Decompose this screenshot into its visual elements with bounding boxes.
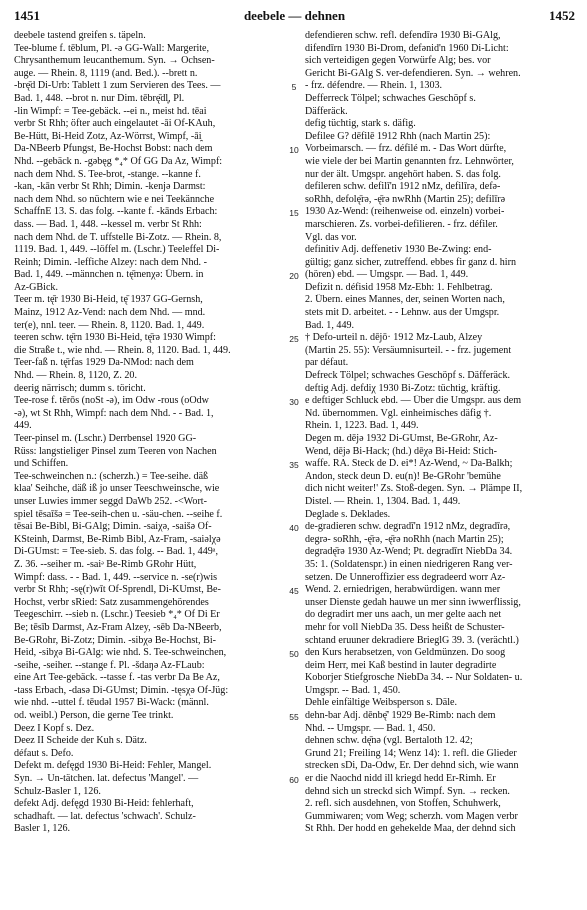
left-text-line: Teer-pinsel m. (Lschr.) Derrbensel 1920 GG-	[14, 433, 197, 444]
left-text-line: Teer-faß n. tę̄rfas 1929 Da-NMod: nach dem	[14, 357, 194, 369]
right-text-line: unser Dienste gedah hauwe un mer sinn iwwerflissig,	[305, 596, 521, 608]
left-text-line: verbr St Rhh; öfter auch eingelautet -āi Of-KAuh,	[14, 118, 216, 130]
right-text-line: difendīrn 1930 Bi-Drom, defənid'n 1960 Di-Licht:	[305, 42, 509, 54]
left-text-line: deebele tastend greifen s. täpeln.	[14, 30, 146, 41]
right-text-line: den Kurs herabsetzen, von Geldmünzen. Do soog	[305, 647, 506, 659]
left-text-line: Tee-blume f. tēblum, Pl. -ə GG-Wall: Margerite,	[14, 42, 210, 54]
left-text-line: verbr St Rhh; -sę(r)wīt Of-Sprendl, Di-KUmst, Be-	[14, 584, 221, 596]
right-text-line: deim Herr, mei Kaß bestind in lauter degradirte	[305, 659, 497, 671]
line-number: 30	[289, 397, 299, 408]
right-text-line: stets mit D. arbeitet. - - Lehnw. aus der Umgspr.	[305, 307, 500, 319]
right-text-line: dehn-bar Adj. dēnbę̄' 1929 Be-Rimb: nach dem	[305, 710, 496, 722]
right-text-line: † Defo-urteil n. dējō· 1912 Mz-Laub, Alzey	[305, 332, 483, 344]
right-text-line: degradę̄rə 1930 Az-Wend; Pt. degradīrt NiebDa 34.	[305, 546, 513, 558]
right-text-line: strecken sDi, Da-Odw, Er. Der dehnd sich, wie wann	[305, 760, 519, 772]
right-text-line: waffe. RA. Steck de D. ei*! Az-Wend, ~ Da-Balkh;	[305, 458, 513, 470]
line-number: 40	[289, 523, 299, 534]
right-page-number: 1452	[549, 8, 575, 23]
right-text-line: Defreck Tölpel; schwaches Geschöpf s. Däfferäck.	[305, 370, 511, 382]
line-number: 60	[289, 775, 299, 786]
right-text-line: defendieren schw. refl. defendīrə 1930 Bi-GAlg,	[305, 30, 501, 41]
right-text-line: er die Naochd nidd ill kriegd hedd Er-Rimh. Er	[305, 773, 496, 785]
left-text-line: die Straße t., wie nhd. — Rhein. 8, 1120. Bad. 1, 449.	[14, 344, 231, 356]
left-text-line: Teer m. tę̄r 1930 Bi-Heid, tę̄ 1937 GG-Gernsh,	[14, 294, 203, 306]
right-text-line: 2. Übern. eines Mannes, der, seinen Worten nach,	[305, 294, 505, 306]
left-text-line: wie nhd. --uttel f. tēudəl 1957 Bi-Wack: (männl.	[14, 697, 209, 709]
left-text-line: Rüss: langstieliger Pinsel zum Teeren von Nachen	[14, 445, 217, 457]
left-text-line: 449.	[14, 420, 32, 432]
right-text-line: nur der ält. Umgspr. angehört haben. S. das folg.	[305, 168, 501, 180]
left-text-line: und Schiffen.	[14, 458, 69, 470]
left-text-line: teeren schw. tę̄rn 1930 Bi-Heid, tę̄rə 1930 Wimpf:	[14, 332, 216, 344]
right-text-line: dich nicht weiter!' Zs. Stoß-degen. Syn. → Plämpe II,	[305, 483, 523, 495]
right-text-line: Bad. 1, 449.	[305, 319, 355, 331]
left-text-line: Schulz-Basler 1, 126.	[14, 785, 101, 797]
left-text-line: défaut s. Defo.	[14, 747, 74, 759]
left-text-line: Da-NBeerb Pfungst, Be-Hochst Bobst: nach dem	[14, 143, 213, 155]
left-text-line: Heid, -sibχə Bi-GAlg: wie nhd. S. Tee-schweinchen,	[14, 647, 227, 659]
right-text-line: soRhh, defolę̄rə, -ę̄rə nwRhh (Martin 25); defilīrə	[305, 193, 506, 205]
right-text-line: Defilee G? dēfilē 1912 Rhh (nach Martin 25):	[305, 130, 491, 142]
right-text-line: Nd. übernommen. Vgl. einheimisches däfig †.	[305, 407, 492, 419]
page-header	[14, 8, 575, 28]
left-text-line: Tee-rose f. tērōs (noSt -ə), im Odw -rous (oOdw	[14, 395, 209, 407]
right-text-line: Koborjer Stiefgrosche NiebDa 34. -- Nur Soldaten- u.	[305, 672, 523, 684]
left-text-line: spiel tēsaīšə = Tee-seih-chen u. -säu-chen. --seihe f.	[14, 508, 223, 520]
line-number: 45	[289, 586, 299, 597]
line-number: 10	[289, 145, 299, 156]
left-text-line: -lin Wimpf: = Tee-gebäck. --ei n., meist hd. tēai	[14, 105, 207, 117]
left-text-line: KSteinh, Darmst, Be-Rimb Bibl, Az-Fram, -saiəlχə	[14, 533, 221, 545]
right-text-line: sich verteidigen gegen Vorwürfe Alg; bes. vor	[305, 55, 491, 67]
left-text-line: -brę̄d Di-Urb: Tablett 1 zum Servieren des Tees. —	[14, 80, 221, 92]
left-text-line: schadhaft. — lat. defectus 'schwach'. Schulz-	[14, 810, 196, 822]
line-number: 35	[289, 460, 299, 471]
right-text-line: gültig; ganz sicher, zutreffend. ebbes fir ganz d. hirn	[305, 256, 517, 268]
left-text-line: -tass Erbach, -dasə Di-GUmst; Dimin. -tęsχə Of-Jüg:	[14, 684, 229, 696]
left-text-line: nach dem Nhd. so nüchtern wie e nei Teekännche	[14, 193, 215, 205]
right-text-line: Gummiwaren; vom Weg; scherzh. vom Magen verbr	[305, 810, 518, 822]
right-text-line: (Martin 25. 55): Versäumnisurteil. - - frz. jugement	[305, 344, 512, 356]
left-text-line: nach dem Nhd. S. Tee-brot, -stange. --kanne f.	[14, 168, 201, 180]
left-text-line: nach dem Nhd. de T. uffstelle Bi-Zotz. — Rhein. 8,	[14, 231, 222, 243]
right-column	[305, 30, 577, 836]
left-text-line: dass. — Bad. 1, 448. --kessel m. verbr St Rhh:	[14, 218, 202, 230]
left-column	[14, 30, 282, 836]
line-number: 50	[289, 649, 299, 660]
left-text-line: Reinh; Dimin. -leffiche Alzey: nach dem Nhd. -	[14, 256, 207, 268]
left-text-line: Di-GUmst: = Tee-sieb. S. das folg. -- Bad. 1, 449ᵃ,	[14, 546, 219, 558]
left-text-line: Be-Hütt, Bi-Heid Zotz, Az-Wörrst, Wimpf, -āi̯	[14, 130, 202, 142]
right-text-line: defileren schw. defilī'n 1912 nMz, defilīrə, defə-	[305, 181, 501, 193]
right-text-line: Degen m. dējə 1932 Di-GUmst, Be-GRohr, Az-	[305, 433, 498, 444]
left-text-line: Basler 1, 126.	[14, 823, 71, 835]
left-text-line: Mainz, 1912 Az-Vend: nach dem Nhd. — mnd.	[14, 307, 206, 319]
right-text-line: 35: 1. (Soldatenspr.) in einen niedrigeren Rang ver-	[305, 558, 513, 570]
right-text-line: Defferreck Tölpel; schwaches Geschöpf s.	[305, 92, 476, 104]
right-text-line: Gericht Bi-GAlg S. ver-defendieren. Syn. → wehren.	[305, 67, 521, 79]
right-text-line: dehnd sich un streckd sich Wimpf. Syn. → recken.	[305, 785, 510, 797]
right-text-line: 2. refl. sich ausdehnen, von Stoffen, Schuhwerk,	[305, 798, 501, 810]
right-text-line: dehnen schw. dę̄nə (vgl. Bertaloth 12. 42;	[305, 735, 473, 747]
right-text-line: 1930 Az-Wend: (reihenweise od. einzeln) vorbei-	[305, 206, 505, 218]
left-text-line: Chrysanthemum leucanthemum. Syn. → Ochsen-	[14, 55, 215, 67]
left-text-line: deerig närrisch; dumm s. töricht.	[14, 382, 146, 394]
left-text-line: unser Luwies immer seggd DaWb 252. -<Wort-	[14, 495, 207, 507]
right-text-line: par défaut.	[305, 357, 349, 369]
left-text-line: -ə), wt St Rhh, Wimpf: nach dem Nhd. - - Bad. 1,	[14, 407, 214, 419]
left-text-line: Bad. 1, 448. --brot n. nur Dim. tēbrę̄dl̥, Pl.	[14, 92, 185, 104]
right-text-line: Rhein. 1, 1223. Bad. 1, 449.	[305, 420, 419, 432]
right-text-line: Distel. — Rhein. 1, 1304. Bad. 1, 449.	[305, 495, 461, 507]
right-text-line: Dehle einfältige Weibsperson s. Däle.	[305, 697, 458, 709]
left-text-line: Bad. 1, 449. --männchen n. tę̄menχə: Übern. in	[14, 269, 204, 281]
right-text-line: wie viele der bei Martin genannten frz. Lehnwörter,	[305, 155, 514, 167]
line-number: 55	[289, 712, 299, 723]
left-text-line: Tee-schweinchen n.: (scherzh.) = Tee-seihe. däß	[14, 470, 209, 482]
right-text-line: mehr for voll NiebDa 35. Dess heißt de Schuster-	[305, 621, 505, 633]
left-text-line: Az-GBick.	[14, 281, 59, 293]
running-head: deebele — dehnen	[243, 8, 346, 23]
left-text-line: Nhd. — Rhein. 8, 1120, Z. 20.	[14, 370, 137, 382]
left-text-line: od. weibl.) Person, die gerne Tee trinkt.	[14, 710, 174, 722]
right-text-line: definitiv Adj. deffenetiv 1930 Be-Zwing: end-	[305, 244, 492, 256]
left-text-line: Wimpf: dass. - - Bad. 1, 449. --service n. -se(r)wis	[14, 571, 218, 583]
left-text-line: ter(e), nnl. teer. — Rhein. 8, 1120. Bad. 1, 449.	[14, 319, 205, 331]
right-text-line: Wend. 2. erniedrigen, herabwürdigen. wann mer	[305, 584, 501, 596]
left-text-line: SchaffnE 13. S. das folg. --kante f. -kānds Erbach:	[14, 206, 218, 218]
right-text-line: de-gradieren schw. degradī'n 1912 nMz, degradīrə,	[305, 521, 511, 533]
right-text-line: Vgl. das vor.	[305, 231, 357, 243]
right-text-line: deftig Adj. defdiχ 1930 Bi-Zotz: tüchtig, kräftig.	[305, 382, 501, 394]
left-text-line: 1119. Bad. 1, 449. --löffel m. (Lschr.) Teeleffel Di-	[14, 244, 220, 256]
left-text-line: Deez II Scheide der Kuh s. Dätz.	[14, 735, 147, 747]
right-text-line: (hören) ebd. — Umgspr. — Bad. 1, 449.	[305, 269, 469, 281]
right-text-line: defig tüchtig, stark s. däfig.	[305, 118, 416, 130]
line-number: 25	[289, 334, 299, 345]
left-text-line: Be-GRohr, Bi-Zotz; Dimin. -sibχə Be-Hochst, Bi-	[14, 634, 216, 646]
left-text-line: Be; tēsīb Darmst, Az-Fram Alzey, -sēb Da-NBeerb,	[14, 621, 222, 633]
right-text-line: do degradirt mer uns aach, un mer gelte aach net	[305, 609, 502, 621]
right-text-line: Däfferäck.	[305, 105, 348, 117]
left-text-line: defekt Adj. defęgd 1930 Bi-Heid: fehlerhaft,	[14, 798, 194, 810]
left-text-line: -kan, -kān verbr St Rhh; Dimin. -kenjə Darmst:	[14, 181, 206, 193]
left-text-line: Z. 36. --seiher m. -saiᵊ Be-Rimb GRohr Hütt,	[14, 558, 197, 570]
line-number: 20	[289, 271, 299, 282]
left-text-line: auge. — Rhein. 8, 1119 (and. Bed.). --brett n.	[14, 67, 198, 79]
right-text-line: Grund 21; Freiling 14; Wenz 14): 1. refl. die Glieder	[305, 747, 517, 759]
left-text-line: Nhd. --gebäck n. -gəbęg *₄* Of GG Da Az, Wimpf:	[14, 155, 223, 167]
right-text-line: Defizit n. défisid 1958 Mz-Ebh: 1. Fehlbetrag.	[305, 281, 493, 293]
left-text-line: Deez I Kopf s. Dez.	[14, 722, 95, 734]
line-number: 5	[291, 82, 297, 93]
right-text-line: marschieren. Zs. vorbei-defilieren. - frz. défiler.	[305, 218, 498, 230]
right-text-line: Vorbeimarsch. — frz. défilé m. - Das Wort dürfte,	[305, 143, 507, 155]
right-text-line: setzen. De Unneroffizier ess degradeerd worr Az-	[305, 571, 506, 583]
right-text-line: St Rhh. Der hodd en gehekelde Maa, der dehnd sich	[305, 823, 516, 835]
right-text-line: Wend, dējə Bi-Hack; (hd.) dēχə Bi-Heid: Stich-	[305, 445, 498, 457]
right-text-line: Deglade s. Deklades.	[305, 508, 391, 520]
left-text-line: klaa' Seihche, däß iß jo unser Teeschweinsche, wie	[14, 483, 220, 495]
left-text-line: Syn. → Un-tätchen. lat. defectus 'Mangel'. —	[14, 773, 199, 785]
right-text-line: degrə- soRhh, -ę̄rə, -ę̄rə noRhh (nach Martin 25);	[305, 533, 504, 545]
right-text-line: Andon, steck deun D. eu(n)! Be-GRohr 'bemühe	[305, 470, 501, 482]
line-number: 15	[289, 208, 299, 219]
right-text-line: - frz. défendre. — Rhein. 1, 1303.	[305, 80, 443, 92]
left-text-line: tēsai Be-Bibl, Bi-GAlg; Dimin. -saiχə, -saišə Of-	[14, 521, 212, 533]
right-text-line: Umgspr. -- Bad. 1, 450.	[305, 684, 401, 696]
right-text-line: schtand eruuner dekradiere BrieglG 39. 3. (verächtl.)	[305, 634, 519, 646]
right-text-line: e deftiger Schluck ebd. — Über die Umgspr. aus dem	[305, 395, 522, 407]
left-text-line: eine Art Tee-gebäck. --tasse f. -tas verbr Da Be Az,	[14, 672, 220, 684]
left-text-line: Defekt m. defęgd 1930 Bi-Heid: Fehler, Mangel.	[14, 760, 212, 772]
left-page-number: 1451	[14, 8, 40, 23]
left-text-line: Teegeschirr. --sieb n. (Lschr.) Teesieb *₄* Of Di Er	[14, 609, 220, 621]
left-text-line: Hochst, verbr sRied: Satz zusammengehörendes	[14, 596, 209, 608]
left-text-line: -seihe, -seiher. --stange f. Pl. -šdaŋə Az-FLaub:	[14, 659, 205, 671]
right-text-line: Nhd. -- Umgspr. — Bad. 1, 450.	[305, 722, 436, 734]
